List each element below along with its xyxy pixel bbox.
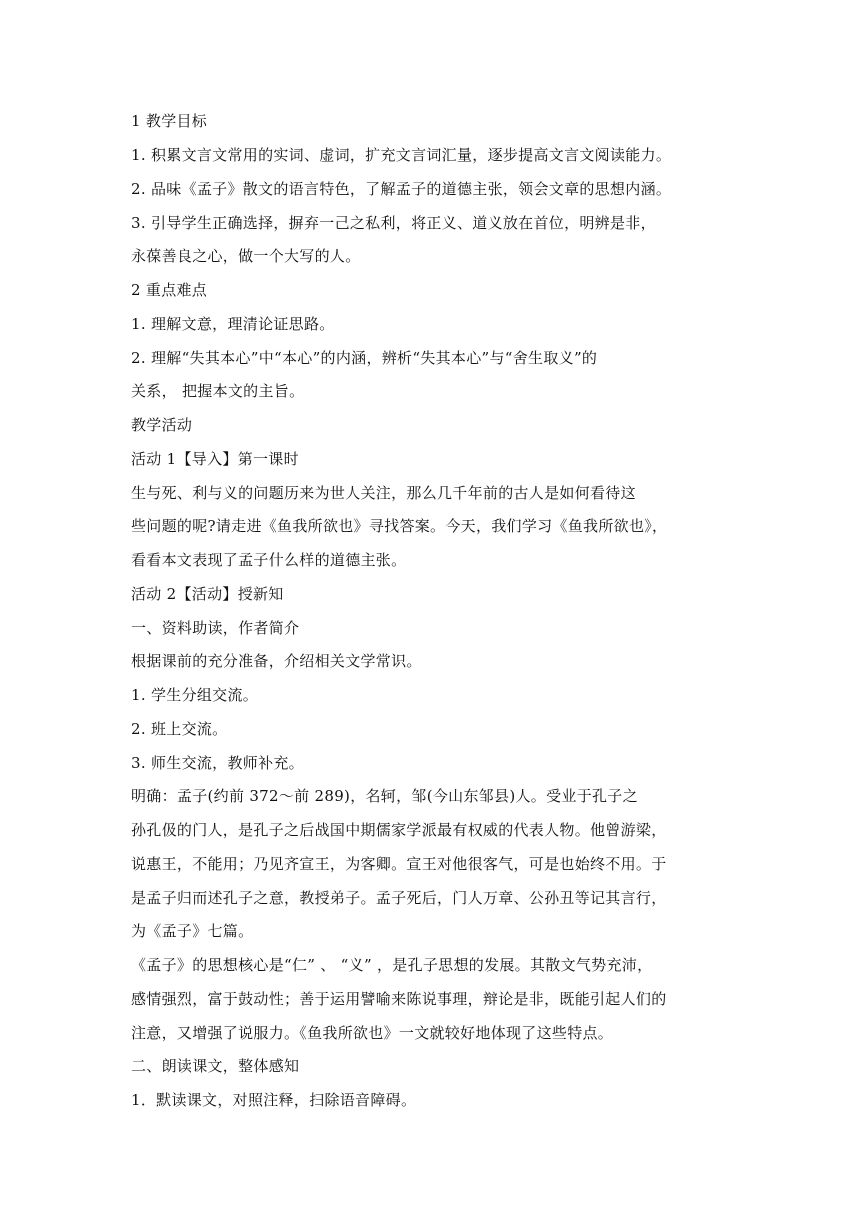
text-line: 永葆善良之心，做一个大写的人。 [131, 247, 361, 265]
text-line: 《孟子》的思想核心是“仁” 、 “义” ，是孔子思想的发展。其散文气势充沛， [131, 956, 653, 974]
subsection-heading: 一、资料助读，作者简介 [131, 619, 300, 637]
text-line: 1. 学生分组交流。 [131, 686, 259, 704]
text-line: 1. 积累文言文常用的实词、虚词，扩充文言词汇量，逐步提高文言文阅读能力。 [131, 146, 672, 164]
text-line: 1．默读课文，对照注释，扫除语音障碍。 [131, 1091, 417, 1109]
text-line: 1. 理解文意，理清论证思路。 [131, 315, 335, 333]
section-heading-activities: 教学活动 [131, 416, 193, 434]
text-line: 3. 师生交流，教师补充。 [131, 754, 304, 772]
text-line: 2. 品味《孟子》散文的语言特色，了解孟子的道德主张，领会文章的思想内涵。 [131, 180, 672, 198]
activity-heading: 活动 1【导入】第一课时 [131, 450, 299, 468]
subsection-heading: 二、朗读课文，整体感知 [131, 1057, 300, 1075]
text-line: 感情强烈，富于鼓动性；善于运用譬喻来陈说事理，辩论是非，既能引起人们的 [131, 990, 667, 1008]
text-line: 说惠王，不能用；乃见齐宣王，为客卿。宣王对他很客气，可是也始终不用。于 [131, 855, 667, 873]
text-line: 为《孟子》七篇。 [131, 922, 254, 940]
section-heading-teaching-goals: 1 教学目标 [131, 112, 208, 130]
section-heading-key-points: 2 重点难点 [131, 281, 208, 299]
text-line: 2. 理解“失其本心”中“本心”的内涵，辨析“失其本心”与“舍生取义”的 [131, 349, 598, 367]
text-line: 3. 引导学生正确选择，摒弃一己之私利，将正义、道义放在首位，明辨是非， [131, 214, 656, 232]
text-line: 明确：孟子(约前 372～前 289)，名轲，邹(今山东邹县)人。受业于孔子之 [131, 787, 638, 805]
activity-heading: 活动 2【活动】授新知 [131, 585, 284, 603]
text-line: 关系， 把握本文的主旨。 [131, 382, 305, 400]
text-line: 生与死、利与义的问题历来为世人关注，那么几千年前的古人是如何看待这 [131, 484, 636, 502]
text-line: 2. 班上交流。 [131, 720, 228, 738]
text-line: 些问题的呢?请走进《鱼我所欲也》寻找答案。今天，我们学习《鱼我所欲也》， [131, 517, 668, 535]
text-line: 是孟子归而述孔子之意，教授弟子。孟子死后，门人万章、公孙丑等记其言行， [131, 889, 667, 907]
text-line: 看看本文表现了孟子什么样的道德主张。 [131, 551, 407, 569]
text-line: 注意，又增强了说服力。《鱼我所欲也》一文就较好地体现了这些特点。 [131, 1024, 614, 1042]
text-line: 根据课前的充分准备，介绍相关文学常识。 [131, 652, 422, 670]
text-line: 孙孔伋的门人，是孔子之后战国中期儒家学派最有权威的代表人物。他曾游梁， [131, 821, 667, 839]
